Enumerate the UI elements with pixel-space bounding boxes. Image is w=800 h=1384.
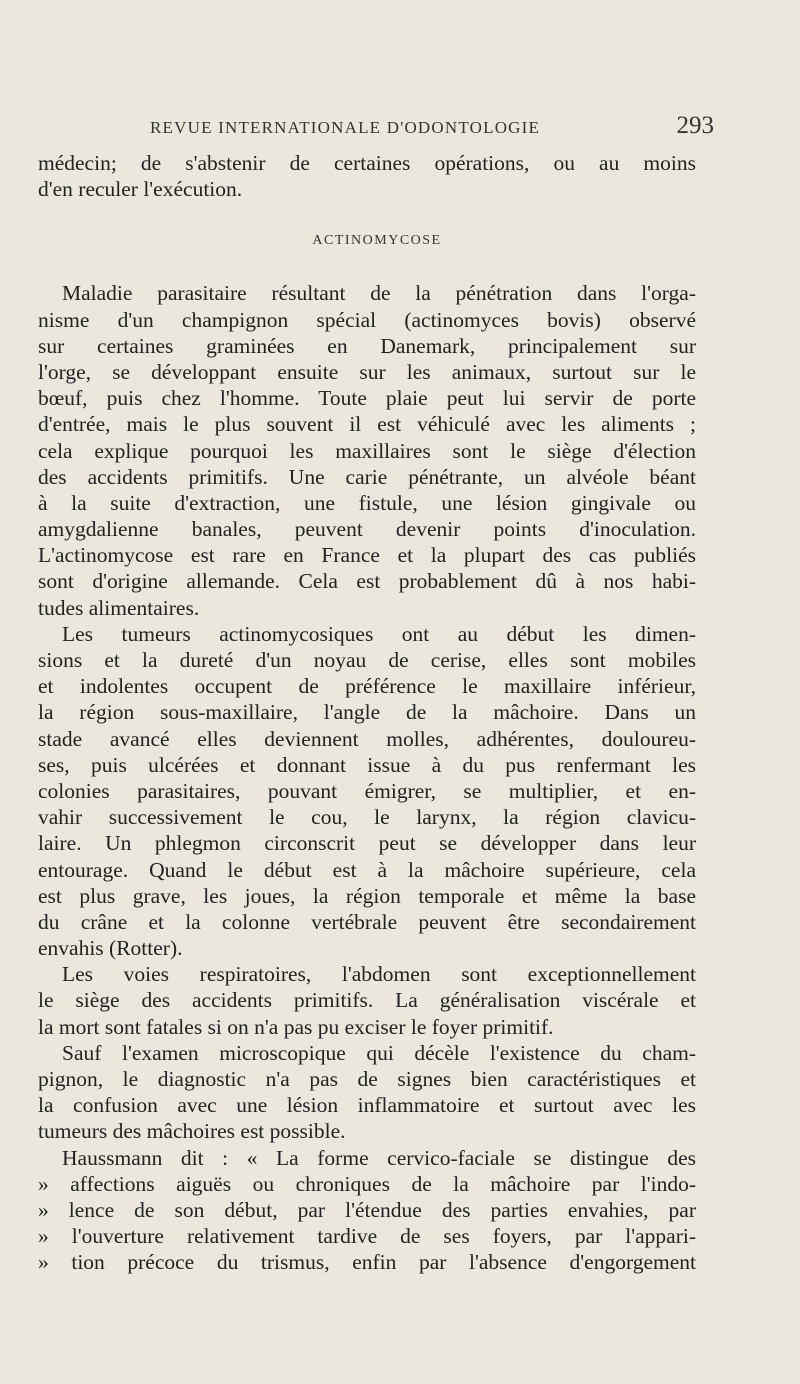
text-line: Haussmann dit : « La forme cervico-faciale se distingue des bbox=[62, 1145, 696, 1170]
text-line: des accidents primitifs. Une carie pénétrante, un alvéole béant bbox=[38, 464, 696, 489]
text-line: amygdalienne banales, peuvent devenir points d'inoculation. bbox=[38, 517, 696, 542]
text-line: cela explique pourquoi les maxillaires sont le siège d'élection bbox=[38, 438, 696, 463]
text-line: envahis (Rotter). bbox=[38, 936, 183, 961]
text-line: stade avancé elles deviennent molles, adhérentes, douloureu- bbox=[38, 726, 696, 751]
text-line: entourage. Quand le début est à la mâchoire supérieure, cela bbox=[38, 857, 696, 882]
text-line: colonies parasitaires, pouvant émigrer, se multiplier, et en- bbox=[38, 778, 696, 803]
text-line: tumeurs des mâchoires est possible. bbox=[38, 1119, 346, 1144]
text-block bbox=[38, 150, 696, 1276]
text-line: et indolentes occupent de préférence le maxillaire inférieur, bbox=[38, 674, 696, 699]
text-line: bœuf, puis chez l'homme. Toute plaie peut lui servir de porte bbox=[38, 386, 696, 411]
text-line: Les tumeurs actinomycosiques ont au début les dimen- bbox=[62, 621, 696, 646]
text-line: nisme d'un champignon spécial (actinomyces bovis) observé bbox=[38, 307, 696, 332]
page-number: 293 bbox=[676, 112, 714, 139]
section-heading: ACTINOMYCOSE bbox=[312, 233, 442, 249]
text-line: du crâne et la colonne vertébrale peuvent être secondairement bbox=[38, 909, 696, 934]
text-line: tudes alimentaires. bbox=[38, 595, 200, 620]
text-line: Sauf l'examen microscopique qui décèle l'existence du cham- bbox=[62, 1040, 696, 1065]
text-line: sur certaines graminées en Danemark, principalement sur bbox=[38, 333, 696, 358]
text-line: » l'ouverture relativement tardive de ses foyers, par l'appari- bbox=[38, 1224, 696, 1249]
text-line: sions et la dureté d'un noyau de cerise, elles sont mobiles bbox=[38, 648, 696, 672]
text-line: » tion précoce du trismus, enfin par l'absence d'engorgement bbox=[38, 1250, 696, 1275]
text-line: sont d'origine allemande. Cela est probablement dû à nos habi- bbox=[38, 569, 696, 594]
text-line: vahir successivement le cou, le larynx, la région clavicu- bbox=[38, 805, 696, 830]
text-line: pignon, le diagnostic n'a pas de signes bien caractéristiques et bbox=[38, 1067, 696, 1091]
text-line: L'actinomycose est rare en France et la plupart des cas publiés bbox=[38, 543, 696, 568]
text-line: la mort sont fatales si on n'a pas pu exciser le foyer primitif. bbox=[38, 1014, 554, 1039]
text-line: ses, puis ulcérées et donnant issue à du pus renfermant les bbox=[38, 752, 696, 777]
text-line: la confusion avec une lésion inflammatoire et surtout avec les bbox=[38, 1093, 696, 1118]
text-line: l'orge, se développant ensuite sur les animaux, surtout sur le bbox=[38, 359, 696, 384]
text-line: le siège des accidents primitifs. La généralisation viscérale et bbox=[38, 988, 696, 1013]
text-line: la région sous-maxillaire, l'angle de la mâchoire. Dans un bbox=[38, 700, 696, 725]
text-line: médecin; de s'abstenir de certaines opérations, ou au moins bbox=[38, 151, 696, 175]
text-line: » affections aiguës ou chroniques de la mâchoire par l'indo- bbox=[38, 1171, 696, 1196]
text-line: à la suite d'extraction, une fistule, une lésion gingivale ou bbox=[38, 490, 696, 515]
body-paragraphs bbox=[38, 280, 696, 1275]
text-line: d'entrée, mais le plus souvent il est véhiculé avec les aliments ; bbox=[38, 412, 696, 437]
text-line: Maladie parasitaire résultant de la pénétration dans l'orga- bbox=[62, 281, 696, 306]
text-line: » lence de son début, par l'étendue des parties envahies, par bbox=[38, 1197, 696, 1222]
text-line: Les voies respiratoires, l'abdomen sont exceptionnellement bbox=[62, 962, 696, 987]
text-line: d'en reculer l'exécution. bbox=[38, 177, 243, 202]
text-line: est plus grave, les joues, la région temporale et même la base bbox=[38, 883, 696, 908]
running-title: REVUE INTERNATIONALE D'ODONTOLOGIE bbox=[150, 118, 541, 137]
text-line: laire. Un phlegmon circonscrit peut se développer dans leur bbox=[38, 831, 696, 856]
